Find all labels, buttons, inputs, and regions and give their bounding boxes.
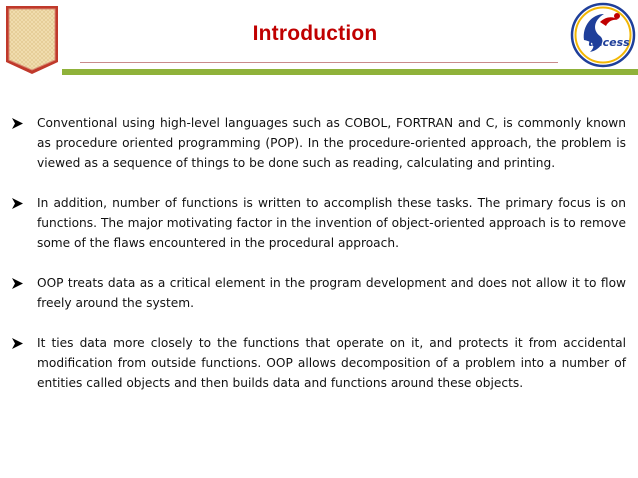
- header-accent-bar: [62, 69, 638, 75]
- list-item: [10, 333, 626, 393]
- arrow-bullet-icon: [11, 278, 23, 289]
- success-logo-icon: [570, 2, 636, 68]
- bullet-text: Conventional using high-level languages such as COBOL, FORTRAN and C, is commonly known as procedure oriented programming (POP). In the procedure-oriented approach, the problem is viewed as a sequence of things to be done such as reading, calculating and printing.: [37, 116, 626, 170]
- list-item: [10, 113, 626, 173]
- parchment-badge-icon: [4, 4, 60, 76]
- slide-title: Introduction: [252, 22, 378, 45]
- title-underline: [80, 62, 558, 63]
- bullet-text: In addition, number of functions is written to accomplish these tasks. The primary focus is on functions. The major motivating factor in the invention of object-oriented approach is to remove some of the flaws encountered in the procedural approach.: [37, 196, 626, 250]
- logo-text: uccess: [588, 36, 630, 49]
- bullet-text: It ties data more closely to the functions that operate on it, and protects it from accidental modification from outside functions. OOP allows decomposition of a problem into a number of entities called objects and then builds data and functions around these objects.: [37, 336, 626, 390]
- arrow-bullet-icon: [11, 338, 23, 349]
- arrow-bullet-icon: [11, 118, 23, 129]
- bullet-text: OOP treats data as a critical element in the program development and does not allow it to flow freely around the system.: [37, 276, 626, 310]
- list-item: [10, 193, 626, 253]
- bullet-list: [10, 113, 626, 413]
- list-item: [10, 273, 626, 313]
- arrow-bullet-icon: [11, 198, 23, 209]
